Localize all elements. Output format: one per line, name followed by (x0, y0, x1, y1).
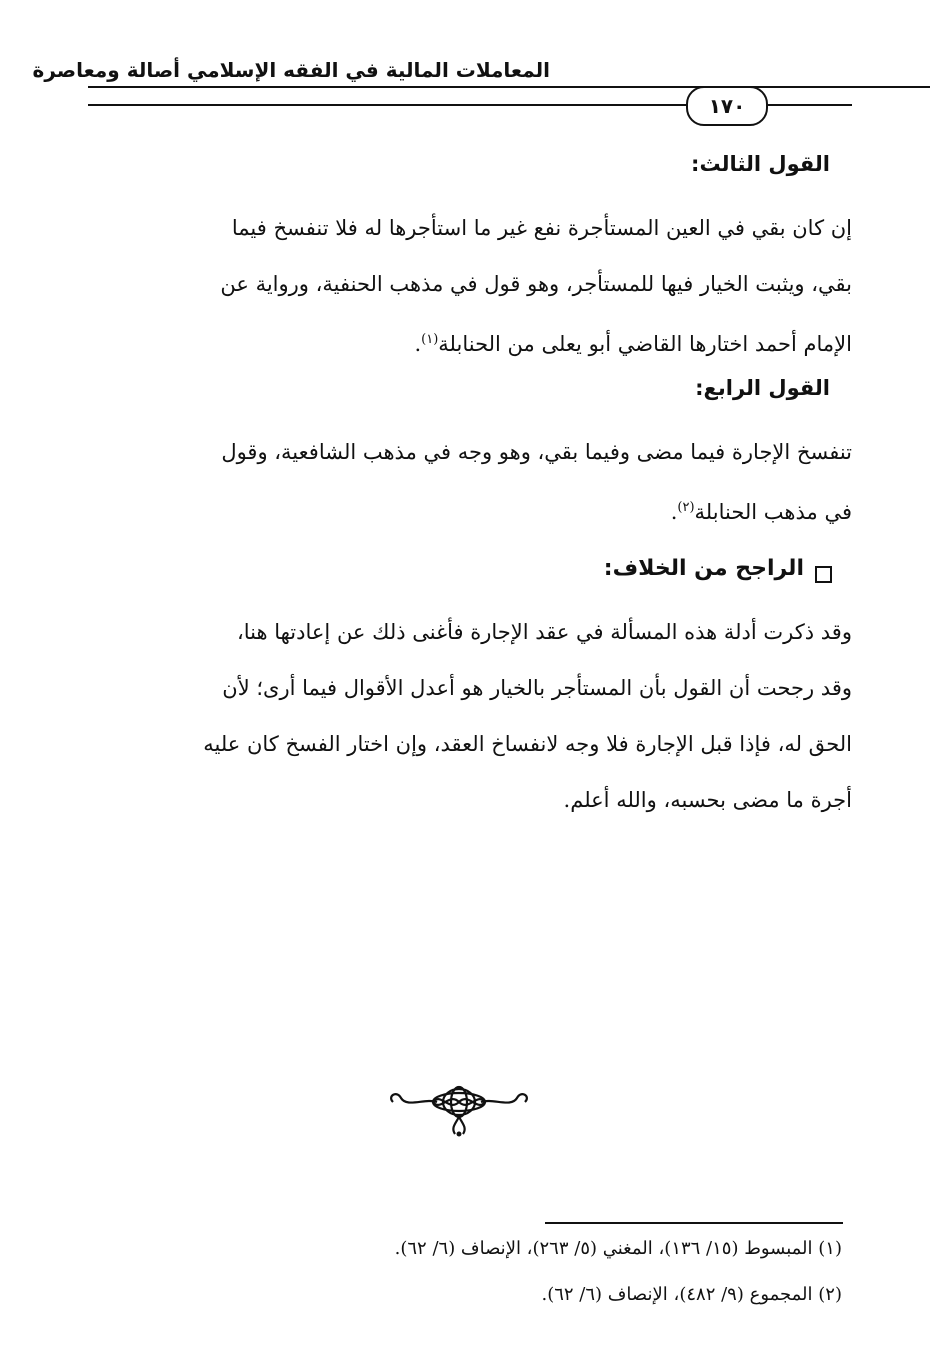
line-end: . (414, 332, 422, 356)
preponderant-heading: الراجح من الخلاف: (603, 556, 804, 581)
paragraph-line: وقد رجحت أن القول بأن المستأجر بالخيار هو أعدل الأقوال فيما أرى؛ لأن (222, 676, 852, 700)
footnote-ref-1: (١) (421, 332, 439, 347)
line-text: في مذهب الحنابلة (694, 500, 852, 524)
page-number-rule-right (762, 104, 852, 106)
paragraph-line (82, 480, 852, 540)
third-opinion-heading: القول الثالث: (691, 152, 830, 176)
fourth-opinion-heading: القول الرابع: (695, 376, 830, 400)
paragraph-line: تنفسخ الإجارة فيما مضى وفيما بقي، وهو وجه في مذهب الشافعية، وقول (221, 440, 852, 464)
checkbox-icon (815, 566, 832, 583)
paragraph-line: وقد ذكرت أدلة هذه المسألة في عقد الإجارة فأغنى ذلك عن إعادتها هنا، (236, 620, 852, 644)
paragraph-line: إن كان بقي في العين المستأجرة نفع غير ما استأجرها له فلا تنفسخ فيما (231, 216, 852, 240)
footnote-rule (545, 1222, 843, 1224)
ornament-icon (385, 1082, 533, 1140)
footnote-ref-2: (٢) (677, 500, 695, 515)
header-rule (88, 86, 930, 88)
line-text: الإمام أحمد اختارها القاضي أبو يعلى من الحنابلة (438, 332, 852, 356)
footnote-1: (١) المبسوط (١٥/ ١٣٦)، المغني (٥/ ٢٦٣)، الإنصاف (٦/ ٦٢). (394, 1238, 842, 1259)
page-number: ١٧٠ (686, 86, 768, 126)
footnote-2: (٢) المجموع (٩/ ٤٨٢)، الإنصاف (٦/ ٦٢). (541, 1284, 842, 1305)
paragraph-line (82, 312, 852, 372)
paragraph-line: أجرة ما مضى بحسبه، والله أعلم. (563, 788, 852, 812)
running-title: المعاملات المالية في الفقه الإسلامي أصالة ومعاصرة (32, 58, 550, 82)
preponderant-paragraph (82, 604, 852, 828)
paragraph-line: الحق له، فإذا قبل الإجارة فلا وجه لانفساخ العقد، وإن اختار الفسخ كان عليه (203, 732, 852, 756)
paragraph-line: بقي، ويثبت الخيار فيها للمستأجر، وهو قول في مذهب الحنفية، ورواية عن (220, 272, 852, 296)
third-opinion-paragraph (82, 200, 852, 372)
line-end: . (670, 500, 678, 524)
page-number-rule-left (88, 104, 688, 106)
fourth-opinion-paragraph (82, 424, 852, 540)
